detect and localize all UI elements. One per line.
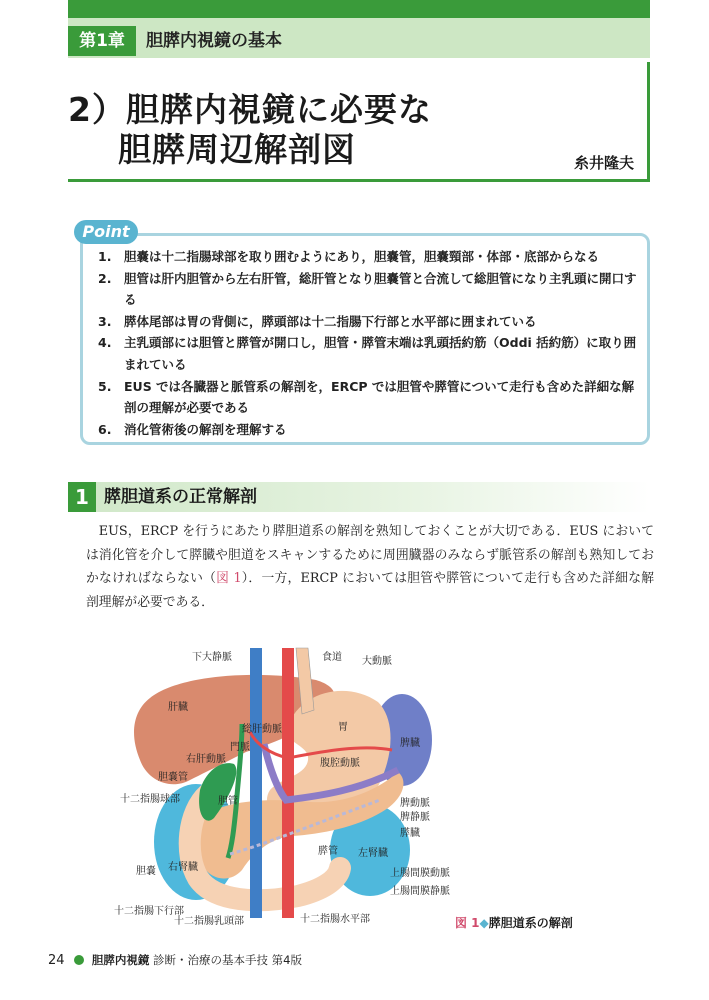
point-item-text: 消化管術後の解剖を理解する [124,421,287,437]
label-celiac-artery: 腹腔動脈 [320,758,360,769]
label-pancreatic-duct: 膵管 [318,846,338,857]
label-sma: 上腸間膜動脈 [390,868,450,879]
label-bile-duct: 胆管 [218,796,238,807]
label-cystic-duct: 胆嚢管 [158,772,188,783]
title-right-border [647,62,650,182]
body-text-part-b: ）．一方，ERCP においては胆管や膵管について走行も含めた詳細な解剖理解が必要である． [86,571,654,610]
ivc-shape [250,648,262,918]
label-left-kidney: 左腎臓 [358,848,388,859]
section-title: 膵胆道系の正常解剖 [104,487,257,507]
point-item-text: EUS では各臓器と脈管系の解剖を，ERCP では胆管や膵管について走行も含めた詳細な解剖の理解が必要である [124,378,635,416]
page-footer [48,952,302,968]
label-smv: 上腸間膜静脈 [390,886,450,897]
label-spleen: 脾臓 [400,738,420,749]
point-item-text: 胆管は肝内胆管から左右肝管，総肝管となり胆嚢管と合流して総胆管になり主乳頭に開口する [124,270,637,308]
label-descending-duodenum: 十二指腸下行部 [114,906,184,917]
label-splenic-vein: 脾静脈 [400,812,430,823]
section-number: 1 [68,482,96,512]
label-pancreas: 膵臓 [400,828,420,839]
point-item [98,419,638,441]
point-item-number: 3. [98,313,112,329]
label-gallbladder: 胆嚢 [136,866,156,877]
page-number: 24 [48,953,65,968]
point-item [98,268,638,311]
label-esophagus: 食道 [322,652,342,663]
point-item [98,311,638,333]
chapter-title: 胆膵内視鏡の基本 [146,31,282,51]
point-item-number: 5. [98,378,112,394]
chapter-badge: 第1章 [68,26,136,56]
label-splenic-artery: 脾動脈 [400,798,430,809]
point-item [98,332,638,375]
point-item-text: 膵体尾部は胃の背側に，膵頭部は十二指腸下行部と水平部に囲まれている [124,313,537,329]
body-paragraph [86,520,654,614]
label-major-papilla: 十二指腸乳頭部 [174,916,244,927]
label-portal-vein: 門脈 [230,742,250,753]
label-right-hepatic-artery: 右肝動脈 [186,754,226,765]
point-item [98,246,638,268]
bullet-dot-icon [74,955,84,965]
title-bottom-border [68,179,650,182]
label-right-kidney: 右腎臓 [168,862,198,873]
label-common-hepatic-artery: 総肝動脈 [242,724,282,735]
author-name: 糸井隆夫 [573,154,634,172]
point-item-number: 6. [98,421,112,437]
article-title-line-2: 胆膵周辺解剖図 [118,130,356,169]
book-subtitle: 診断・治療の基本手技 [153,953,269,967]
book-edition: 第4版 [271,953,302,967]
point-badge: Point [74,220,138,244]
label-ivc: 下大静脈 [192,652,232,663]
label-liver: 肝臓 [168,702,188,713]
point-item-text: 胆嚢は十二指腸球部を取り囲むようにあり，胆嚢管，胆嚢頸部・体部・底部からなる [124,249,600,264]
body-text-part-a: EUS，ERCP を行うにあたり膵胆道系の解剖を熟知しておくことが大切である．EUS においては消化管を介して膵臓や胆道をスキャンするために周囲臓器のみならず脈管系の解剖も熟知しておかなければならない（ [86,524,655,587]
point-item [98,376,638,419]
figure-caption-label: 図 1 [455,916,480,930]
point-list [98,246,638,440]
article-title-box [68,62,650,182]
figure-caption [455,914,573,931]
label-aorta: 大動脈 [362,656,392,667]
figure-reference-link[interactable]: 図 1 [216,571,242,587]
label-duodenal-bulb: 十二指腸球部 [120,794,180,805]
diamond-icon: ◆ [479,916,489,930]
article-title-line-1: 2）胆膵内視鏡に必要な [68,90,432,129]
point-item-number: 1. [98,249,112,264]
label-stomach: 胃 [338,722,348,733]
aorta-shape [282,648,294,918]
figure-caption-text: 膵胆道系の解剖 [488,916,573,930]
point-item-number: 4. [98,335,112,351]
point-item-text: 主乳頭部には胆管と膵管が開口し，胆管・膵管末端は乳頭括約筋（Oddi 括約筋）に取り囲まれている [124,335,637,372]
chapter-stripe [68,0,650,18]
anatomy-figure [110,640,470,930]
label-horizontal-duodenum: 十二指腸水平部 [300,914,370,925]
point-item-number: 2. [98,270,112,286]
book-title: 胆膵内視鏡 [91,953,150,967]
